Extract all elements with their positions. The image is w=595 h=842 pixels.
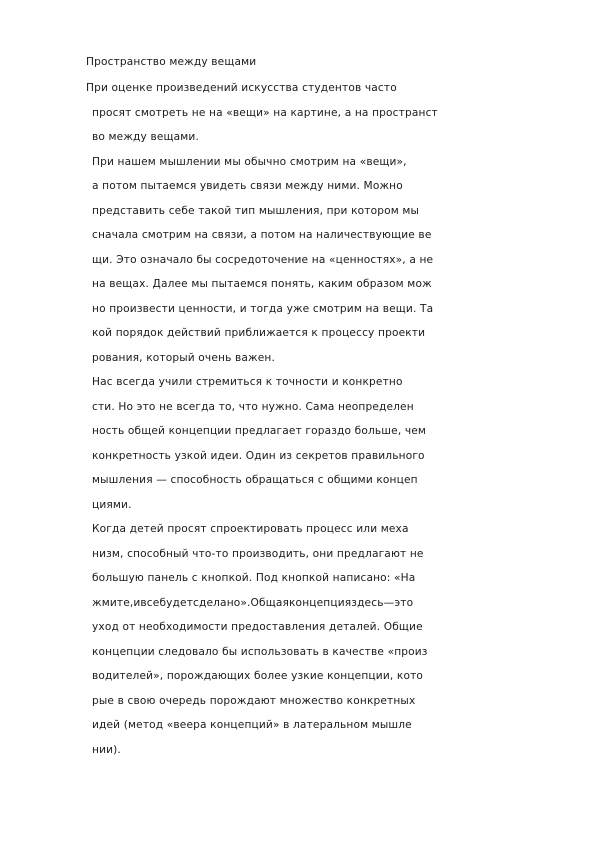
text-line: циями. [92,499,132,511]
text-line: конкретность узкой идеи. Один из секретов правильного [92,450,425,462]
text-line: рые в свою очередь порождают множество конкретных [92,695,416,707]
text-line: на вещах. Далее мы пытаемся понять, каким образом мож [92,278,432,290]
text-line: водителей», порождающих более узкие концепции, кото [92,670,424,682]
text-line: низм, способный что-то производить, они предлагают не [92,548,424,560]
paragraph-1-first-line: При оценке произведений искусства студентов часто [86,82,397,94]
text-line: нии). [92,744,121,756]
text-line: просят смотреть не на «вещи» на картине, а на пространст [92,107,438,119]
text-line: большую панель с кнопкой. Под кнопкой написано: «На [92,572,416,584]
text-line: Нас всегда учили стремиться к точности и конкретно [92,376,403,388]
text-line: во между вещами. [92,131,199,143]
text-line: концепции следовало бы использовать в качестве «произ [92,646,428,658]
text-line: идей (метод «веера концепций» в латеральном мышле [92,719,412,731]
text-line: но произвести ценности, и тогда уже смотрим на вещи. Та [92,303,434,315]
text-line: представить себе такой тип мышления, при котором мы [92,205,420,217]
text-line: ность общей концепции предлагает гораздо больше, чем [92,425,427,437]
text-line: сначала смотрим на связи, а потом на наличествующие ве [92,229,432,241]
text-line: а потом пытаемся увидеть связи между ними. Можно [92,180,403,192]
document-title: Пространство между вещами [86,56,257,68]
text-line: При нашем мышлении мы обычно смотрим на «вещи», [92,156,407,168]
text-line: кой порядок действий приближается к процессу проекти [92,327,426,339]
text-line: Когда детей просят спроектировать процесс или меха [92,523,409,535]
text-line: щи. Это означало бы сосредоточение на «ценностях», а не [92,254,434,266]
text-line: уход от необходимости предоставления деталей. Общие [92,621,423,633]
text-line: жмите,ивсебудетсделано».Общаяконцепцияздесь—это [92,597,414,609]
text-line: рования, который очень важен. [92,352,275,364]
text-line: сти. Но это не всегда то, что нужно. Сама неопределен [92,401,414,413]
text-line: мышления — способность обращаться с общими концеп [92,474,418,486]
